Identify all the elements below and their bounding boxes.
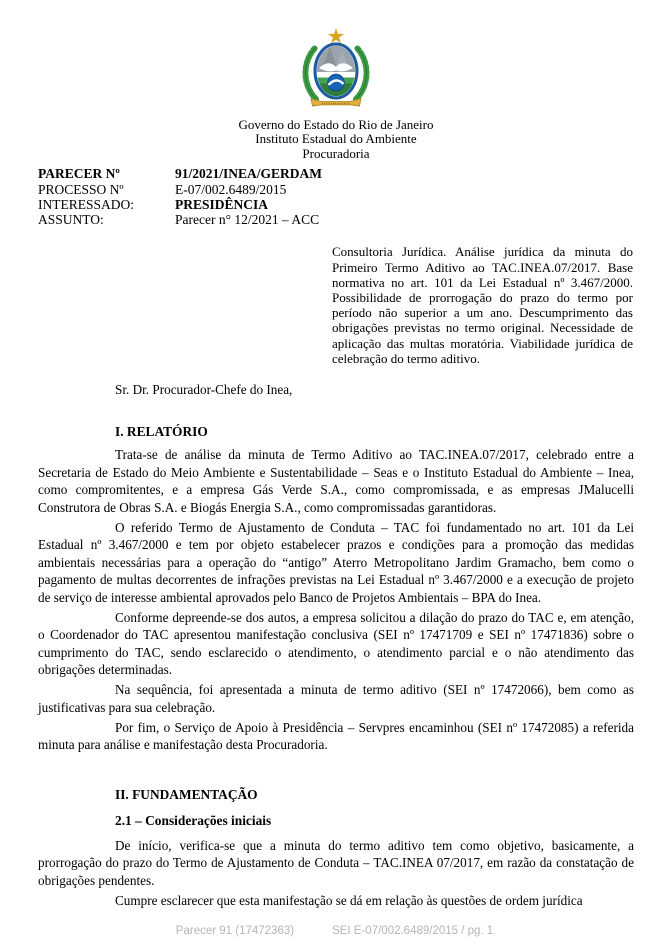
header-emblem [38, 26, 634, 110]
section1-paragraph-2: O referido Termo de Ajustamento de Conduta – TAC foi fundamentado no art. 101 da Lei Estadual nº 3.467/2000 e tem por objeto estabelecer prazos e condições para a promoção das medidas ambientais necessárias para a operação do “antigo” Aterro Metropolitano Jardim Gramacho, bem como o pagamento de multas decorrentes de infrações previstas na Lei Estadual nº 3.467/2000 e a execução de projeto de serviço de interesse ambiental aprovados pelo Banco de Projetos Ambientais – BPA do Inea. [38, 519, 634, 605]
meta-row-assunto [38, 212, 634, 227]
org-line-government: Governo do Estado do Rio de Janeiro [238, 117, 434, 132]
meta-label-assunto: ASSUNTO: [38, 212, 104, 228]
meta-value-parecer: 91/2021/INEA/GERDAM [175, 166, 323, 182]
meta-value-processo: E-07/002.6489/2015 [175, 181, 287, 197]
meta-label-parecer: PARECER Nº [38, 166, 120, 182]
org-header [38, 118, 634, 161]
section1-paragraph-4: Na sequência, foi apresentada a minuta de termo aditivo (SEI nº 17472066), bem como as justificativas para sua celebração. [38, 682, 634, 715]
meta-row-parecer [38, 166, 634, 181]
section-1-heading: I. RELATÓRIO [115, 424, 208, 440]
section1-paragraph-3: Conforme depreende-se dos autos, a empresa solicitou a dilação do prazo do TAC e, em atenção, o Coordenador do TAC apresentou manifestação conclusiva (SEI nº 17471709 e SEI nº 17471836) sobre o cumprimento do TAC, sendo esclarecido o atendimento, o atendimento parcial e o não atendimento das obrigações determinadas. [38, 609, 634, 678]
org-line-procuradoria: Procuradoria [302, 145, 370, 161]
section-2-1-subheading: 2.1 – Considerações iniciais [115, 812, 272, 828]
meta-label-interessado: INTERESSADO: [38, 196, 135, 212]
footer-sei-ref: SEI E-07/002.6489/2015 / pg. 1 [332, 925, 494, 937]
ementa-summary: Consultoria Jurídica. Análise jurídica da minuta do Primeiro Termo Aditivo ao TAC.INEA.07/2017. Base normativa no art. 101 da Lei Estadual nº 3.467/2000. Possibilidade de prorrogação do prazo do termo por período não superior a um ano. Descumprimento das obrigações previstas no termo original. Necessidade de aplicação das multas moratória. Viabilidade jurídica de celebração do termo aditivo. [332, 244, 633, 366]
section2-paragraph-1: De início, verifica-se que a minuta do termo aditivo tem como objetivo, basicamente, a prorrogação do prazo do Termo de Ajustamento de Conduta – TAC.INEA 07/2017, em razão da constatação de obrigações pendentes. [38, 837, 634, 888]
meta-value-assunto: Parecer n° 12/2021 – ACC [175, 212, 320, 228]
page-footer [0, 925, 669, 937]
section2-paragraph-2: Cumpre esclarecer que esta manifestação se dá em relação às questões de ordem jurídica [115, 892, 583, 908]
section-2-heading: II. FUNDAMENTAÇÃO [115, 786, 258, 802]
salutation: Sr. Dr. Procurador-Chefe do Inea, [115, 382, 293, 398]
footer-doc-ref: Parecer 91 (17472363) [175, 925, 295, 937]
section1-paragraph-1: Trata-se de análise da minuta de Termo Aditivo ao TAC.INEA.07/2017, celebrado entre a Secretaria de Estado do Meio Ambiente e Sustentabilidade – Seas e o Instituto Estadual do Ambiente – Inea, como compromitentes, e a empresa Gás Verde S.A., como compromissada, e as empresas JMalucelli Construtora de Obras S.A. e Biogás Energia S.A., como compromissadas garantidoras. [38, 447, 634, 515]
org-line-institute: Instituto Estadual do Ambiente [255, 131, 417, 147]
meta-value-interessado: PRESIDÊNCIA [175, 196, 269, 212]
meta-row-interessado [38, 197, 634, 212]
meta-row-processo [38, 182, 634, 197]
section1-paragraph-5: Por fim, o Serviço de Apoio à Presidência – Servpres encaminhou (SEI nº 17472085) a referida minuta para análise e manifestação desta Procuradoria. [38, 719, 634, 753]
rio-state-coat-of-arms-icon [291, 26, 381, 110]
meta-label-processo: PROCESSO Nº [38, 181, 124, 197]
document-meta-block [38, 166, 634, 227]
